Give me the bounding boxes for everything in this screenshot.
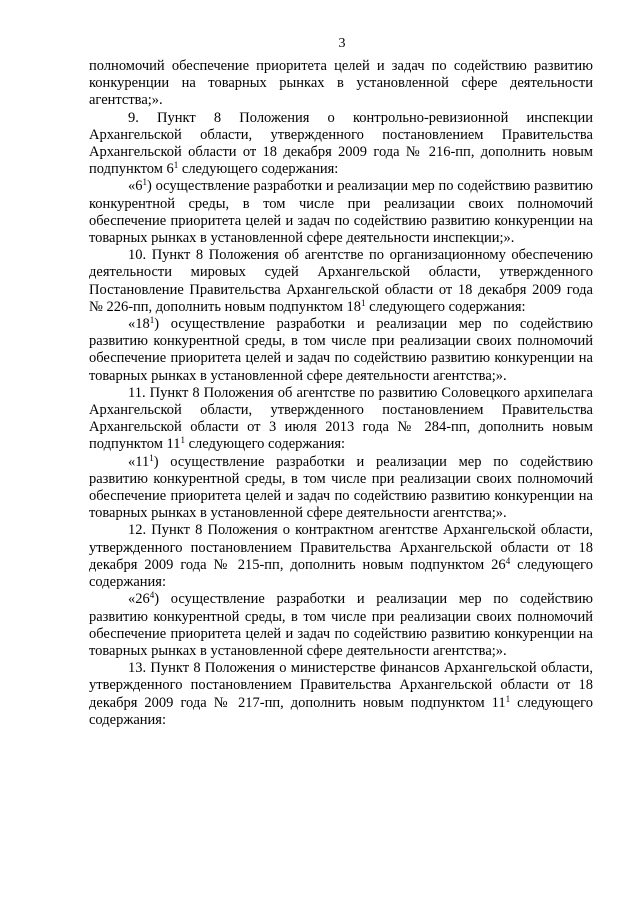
paragraph-text: следующего содержания: [178, 161, 339, 178]
page-number: 3 [338, 36, 346, 51]
paragraph [89, 247, 593, 316]
paragraph [89, 178, 593, 247]
superscript: 4 [505, 555, 511, 566]
paragraph-text: 9. Пункт 8 Положения о контрольно-ревизионной инспекции Архангельской области, утвержденного постановлением Правительства Архангельской области от 18 декабря 2009 года № 216-пп, дополнить новым подпунктом 6 [89, 109, 593, 178]
paragraph-text: 12. Пункт 8 Положения о контрактном агентстве Архангельской области, утвержденного постановлением Правительства Архангельской области от 18 декабря 2009 года № 215-пп, дополнить новым подпунктом 26 [89, 522, 593, 573]
paragraph [89, 316, 593, 385]
superscript: 1 [505, 693, 511, 704]
paragraph [89, 58, 593, 110]
paragraph-text: ) осуществление разработки и реализации мер по содействию развитию конкурентной среды, в том числе при реализации своих полномочий обеспечение приоритета целей и задач по содействию развитию конкуренции на товарных рынках в установленной сфере деятельности инспекции;». [89, 178, 593, 247]
paragraph-text: ) осуществление разработки и реализации мер по содействию развитию конкурентной среды, в том числе при реализации своих полномочий обеспечение приоритета целей и задач по содействию развитию конкуренции на товарных рынках в установленной сфере деятельности агентства;». [89, 453, 593, 522]
paragraph-text: ) осуществление разработки и реализации мер по содействию развитию конкурентной среды, в том числе при реализации своих полномочий обеспечение приоритета целей и задач по содействию развитию конкуренции на товарных рынках в установленной сфере деятельности агентства;». [89, 316, 593, 384]
paragraph [89, 522, 593, 591]
superscript: 1 [142, 177, 147, 188]
paragraph-text: 13. Пункт 8 Положения о министерстве финансов Архангельской области, утвержденного постановлением Правительства Архангельской области от 18 декабря 2009 года № 217-пп, дополнить новым подпунктом 11 [89, 660, 593, 711]
superscript: 1 [173, 160, 179, 171]
paragraph-text: ) осуществление разработки и реализации мер по содействию развитию конкурентной среды, в том числе при реализации своих полномочий обеспечение приоритета целей и задач по содействию развитию конкуренции на товарных рынках в установленной сфере деятельности агентства;». [89, 591, 593, 659]
paragraph-text: полномочий обеспечение приоритета целей и задач по содействию развитию конкуренции на товарных рынках в установленной сфере деятельности агентства;». [89, 58, 593, 109]
paragraph-text: следующего содержания: [365, 298, 526, 315]
paragraph-text: «18 [128, 316, 150, 333]
paragraph-text: следующего содержания: [89, 556, 593, 591]
paragraph-text: 11. Пункт 8 Положения об агентстве по развитию Соловецкого архипелага Архангельской области, утвержденного постановлением Правительства Архангельской области от 3 июля 2013 года № 284-пп, дополнить новым подпунктом 11 [89, 384, 593, 453]
superscript: 1 [180, 435, 185, 446]
paragraph [89, 454, 593, 523]
superscript: 4 [149, 590, 155, 601]
paragraph-text: следующего содержания: [184, 436, 346, 453]
paragraph [89, 110, 593, 179]
superscript: 1 [149, 315, 155, 326]
paragraph-text: «11 [128, 453, 150, 470]
document-body [89, 58, 593, 729]
paragraph-text: следующего содержания: [89, 694, 593, 728]
paragraph [89, 660, 593, 729]
paragraph-text: 10. Пункт 8 Положения об агентстве по организационному обеспечению деятельности мировых судей Архангельской области, утвержденного Постановление Правительства Архангельской области от 18 декабря 2009 года № 226-пп, дополнить новым подпунктом 18 [89, 247, 593, 315]
paragraph-text: «6 [128, 178, 143, 195]
superscript: 1 [361, 297, 366, 308]
superscript: 1 [149, 452, 154, 463]
paragraph-text: «26 [128, 591, 150, 608]
paragraph [89, 591, 593, 660]
paragraph [89, 385, 593, 454]
